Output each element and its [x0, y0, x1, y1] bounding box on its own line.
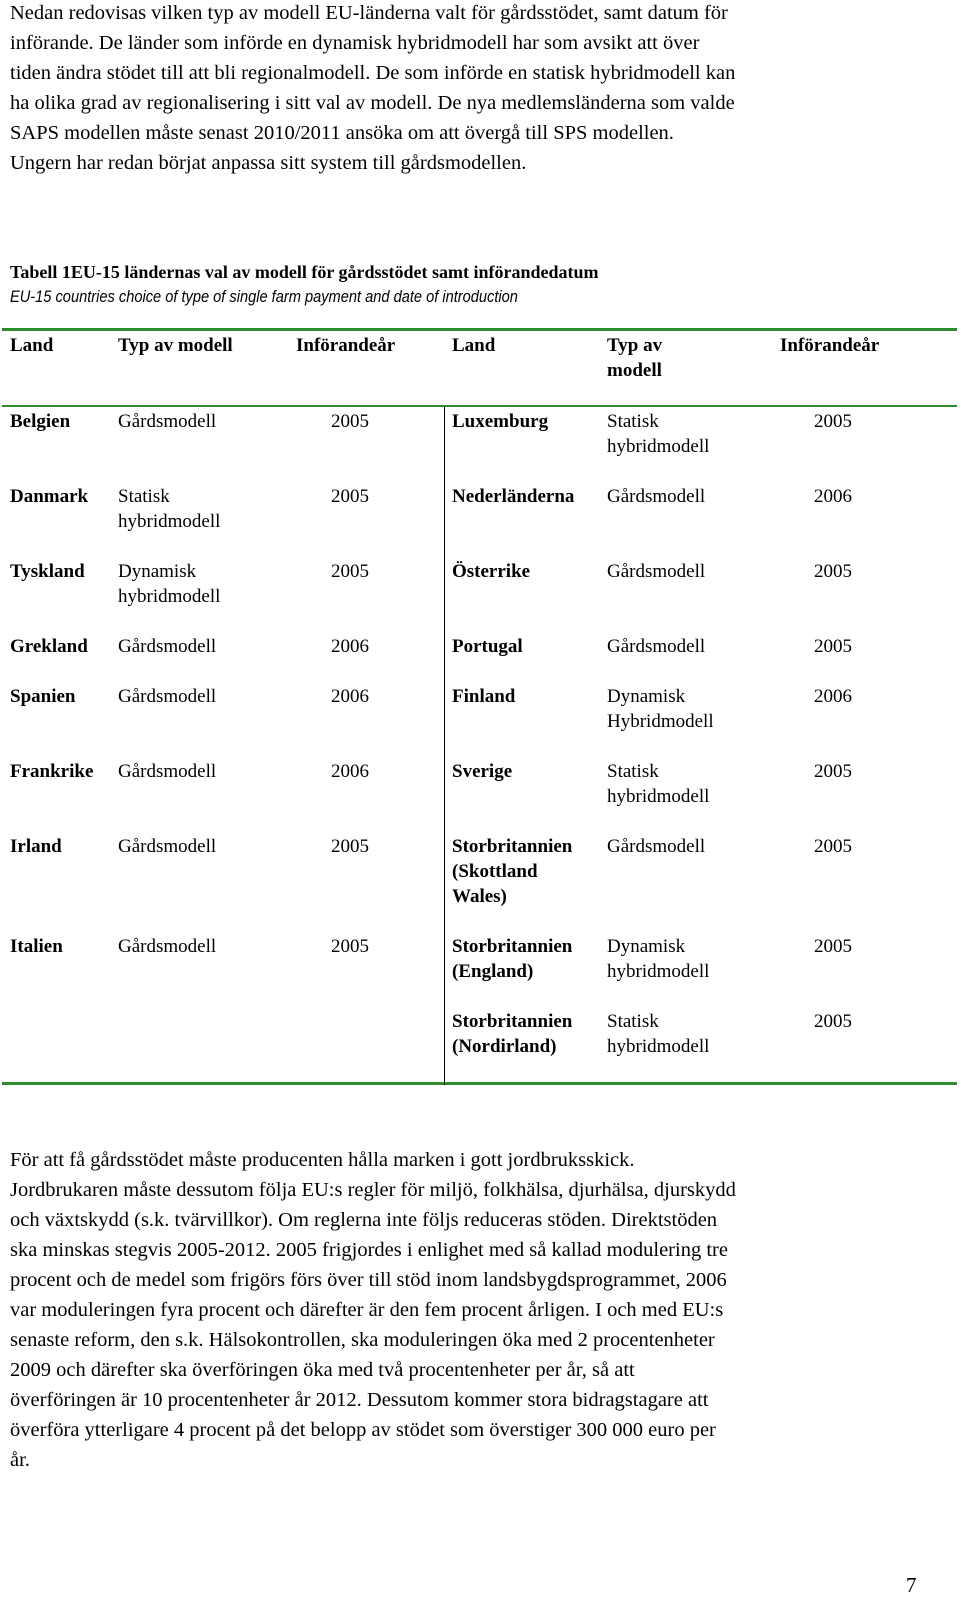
cell-ar: 2005: [331, 411, 369, 432]
cell-ar: 2005: [814, 836, 852, 857]
body-line: 2009 och därefter ska överföringen öka med två procentenheter per år, så att: [10, 1359, 635, 1381]
cell-ar: 2006: [814, 486, 852, 507]
body-line: överföringen är 10 procentenheter år 2012. Dessutom kommer stora bidragstagare att: [10, 1389, 709, 1411]
table-bottom-rule: [2, 1082, 957, 1085]
cell-land: Tyskland: [10, 561, 85, 582]
cell-typ: Gårdsmodell: [607, 486, 706, 507]
cell-land: Storbritannien (Skottland Wales): [452, 836, 573, 907]
cell-typ: Dynamisk hybridmodell: [607, 936, 710, 982]
cell-land: Storbritannien (England): [452, 936, 573, 982]
cell-typ: Statisk hybridmodell: [607, 411, 710, 457]
intro-line: Nedan redovisas vilken typ av modell EU-länderna valt för gårdsstödet, samt datum för: [10, 2, 728, 24]
body-line: senaste reform, den s.k. Hälsokontrollen, ska moduleringen öka med 2 procentenheter: [10, 1329, 715, 1351]
cell-land: Finland: [452, 686, 516, 707]
cell-ar: 2006: [331, 636, 369, 657]
table-caption-title: Tabell 1EU-15 ländernas val av modell för gårdsstödet samt införandedatum: [10, 262, 599, 282]
header-ar-left: Införandeår: [296, 335, 396, 356]
cell-land: Spanien: [10, 686, 76, 707]
cell-typ: Gårdsmodell: [118, 686, 217, 707]
cell-land: Irland: [10, 836, 62, 857]
cell-land: Nederländerna: [452, 486, 575, 507]
header-land-right: Land: [452, 335, 496, 356]
cell-land: Österrike: [452, 561, 531, 582]
cell-ar: 2005: [331, 486, 369, 507]
cell-ar: 2006: [814, 686, 852, 707]
table-caption-subtitle: EU-15 countries choice of type of single farm payment and date of introduction: [10, 287, 518, 306]
cell-land: Grekland: [10, 636, 88, 657]
body-paragraph: [10, 1145, 940, 1475]
intro-line: Ungern har redan börjat anpassa sitt system till gårdsmodellen.: [10, 152, 527, 174]
cell-typ: Dynamisk Hybridmodell: [607, 686, 714, 732]
cell-land: Storbritannien (Nordirland): [452, 1011, 573, 1057]
cell-land: Portugal: [452, 636, 523, 657]
cell-ar: 2005: [814, 561, 852, 582]
cell-ar: 2005: [331, 561, 369, 582]
body-line: procent och de medel som frigörs förs över till stöd inom landsbygdsprogrammet, 2006: [10, 1269, 727, 1291]
header-typ-left: Typ av modell: [118, 335, 233, 356]
body-line: år.: [10, 1449, 30, 1471]
cell-ar: 2005: [814, 411, 852, 432]
cell-typ: Gårdsmodell: [607, 836, 706, 857]
header-typ-right: Typ av modell: [607, 335, 663, 381]
cell-land: Sverige: [452, 761, 513, 782]
page-number: 7: [906, 1573, 917, 1597]
body-line: ska minskas stegvis 2005-2012. 2005 frigjordes i enlighet med så kallad modulering tre: [10, 1239, 728, 1261]
body-line: var moduleringen fyra procent och därefter är den fem procent årligen. I och med EU:s: [10, 1299, 724, 1321]
cell-land: Danmark: [10, 486, 89, 507]
cell-ar: 2005: [331, 936, 369, 957]
cell-typ: Gårdsmodell: [118, 636, 217, 657]
cell-ar: 2005: [814, 1011, 852, 1032]
header-land-left: Land: [10, 335, 54, 356]
cell-typ: Gårdsmodell: [118, 836, 217, 857]
body-line: och växtskydd (s.k. tvärvillkor). Om reglerna inte följs reduceras stöden. Direktstöden: [10, 1209, 718, 1231]
intro-line: SAPS modellen måste senast 2010/2011 ansöka om att övergå till SPS modellen.: [10, 122, 674, 144]
cell-ar: 2005: [814, 761, 852, 782]
intro-line: tiden ändra stödet till att bli regionalmodell. De som införde en statisk hybridmodell kan: [10, 62, 736, 84]
intro-line: ha olika grad av regionalisering i sitt val av modell. De nya medlemsländerna som valde: [10, 92, 735, 114]
header-ar-right: Införandeår: [780, 335, 880, 356]
cell-typ: Dynamisk hybridmodell: [118, 561, 221, 607]
body-line: överföra ytterligare 4 procent på det belopp av stödet som överstiger 300 000 euro per: [10, 1419, 716, 1441]
cell-ar: 2005: [331, 836, 369, 857]
intro-paragraph: [10, 0, 940, 178]
body-line: Jordbrukaren måste dessutom följa EU:s regler för miljö, folkhälsa, djurhälsa, djurskydd: [10, 1179, 736, 1201]
table-column-divider: [444, 407, 445, 1085]
cell-typ: Gårdsmodell: [607, 636, 706, 657]
cell-ar: 2006: [331, 761, 369, 782]
cell-land: Belgien: [10, 411, 71, 432]
table-header-rule: [2, 405, 957, 407]
intro-line: införande. De länder som införde en dynamisk hybridmodell har som avsikt att över: [10, 32, 700, 54]
cell-typ: Statisk hybridmodell: [118, 486, 221, 532]
cell-typ: Statisk hybridmodell: [607, 761, 710, 807]
cell-ar: 2005: [814, 636, 852, 657]
cell-typ: Gårdsmodell: [118, 411, 217, 432]
cell-typ: Statisk hybridmodell: [607, 1011, 710, 1057]
body-line: För att få gårdsstödet måste producenten hålla marken i gott jordbruksskick.: [10, 1149, 635, 1171]
cell-typ: Gårdsmodell: [118, 761, 217, 782]
cell-ar: 2005: [814, 936, 852, 957]
cell-land: Luxemburg: [452, 411, 549, 432]
table-top-rule: [2, 328, 957, 331]
cell-ar: 2006: [331, 686, 369, 707]
cell-land: Frankrike: [10, 761, 94, 782]
cell-typ: Gårdsmodell: [118, 936, 217, 957]
cell-land: Italien: [10, 936, 63, 957]
cell-typ: Gårdsmodell: [607, 561, 706, 582]
